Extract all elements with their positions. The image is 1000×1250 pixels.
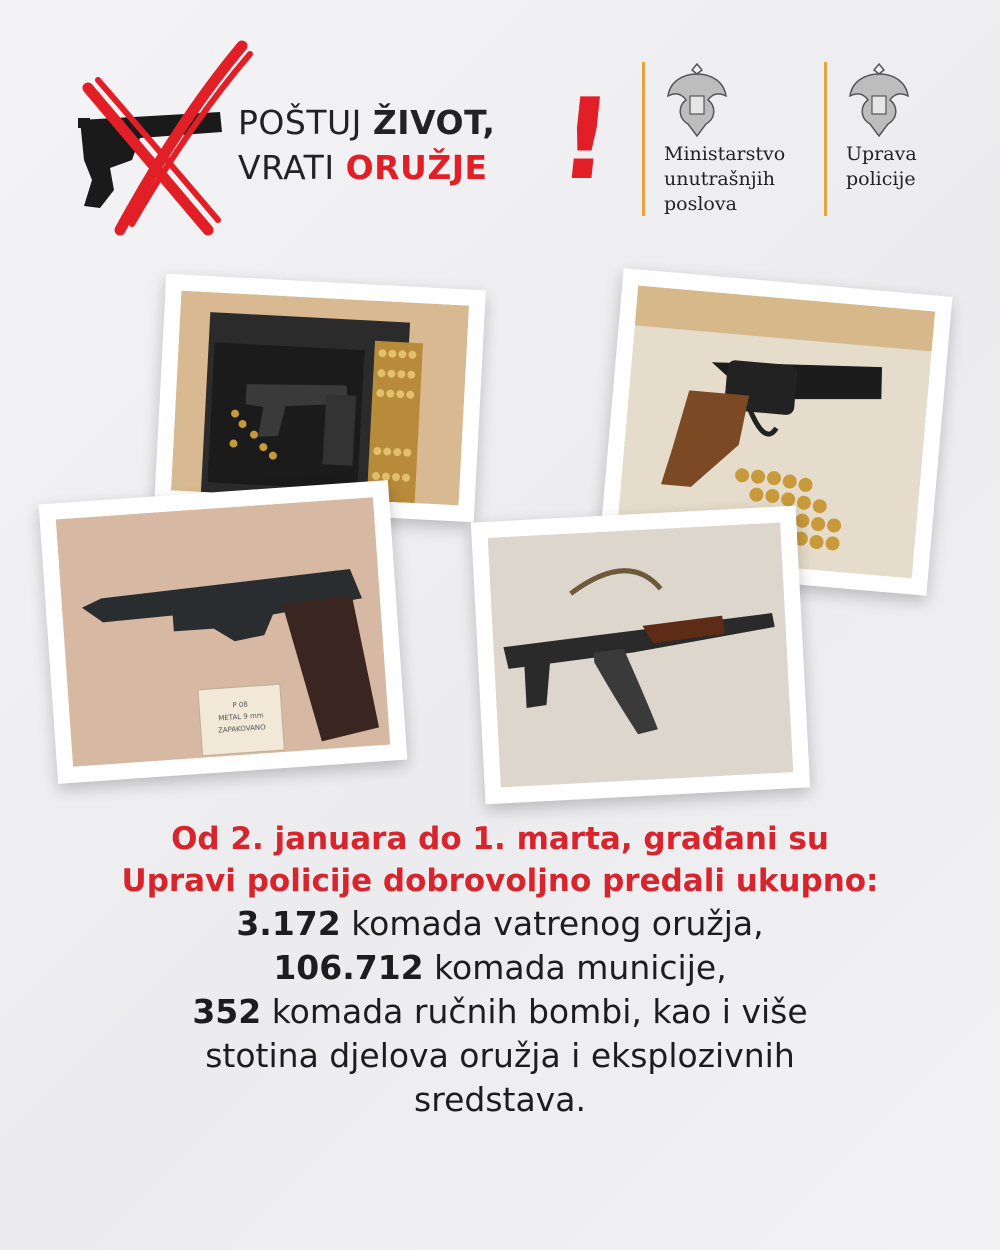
- stat-value: 352: [192, 992, 262, 1031]
- slogan-line1-bold: ŽIVOT,: [372, 103, 496, 142]
- institution-name: Ministarstvo unutrašnjih poslova: [664, 143, 786, 215]
- institution-divider: [824, 62, 827, 216]
- headline-line2: Upravi policije dobrovoljno predali ukupno:: [121, 863, 879, 899]
- stat-text: komada vatrenog oružja,: [340, 904, 764, 943]
- photo-pistol-ammo-box: [39, 480, 408, 784]
- rifle-image: [488, 523, 794, 788]
- institution-name: Uprava policije: [846, 143, 917, 190]
- photo-assault-rifle: [471, 506, 810, 805]
- slogan-line2-bold: ORUŽJE: [345, 148, 488, 187]
- campaign-logo: [70, 40, 618, 240]
- ammo-box-label: METAL 9 mm: [218, 711, 264, 723]
- headline-line1: Od 2. januara do 1. marta, građani su: [171, 821, 829, 857]
- stat-ammunition: [0, 946, 1000, 990]
- summary-text: [0, 818, 1000, 1122]
- slogan-line1-plain: POŠTUJ: [238, 103, 362, 142]
- pistol-image: [56, 497, 391, 767]
- pistol-case-image: [171, 291, 469, 506]
- stat-value: 106.712: [273, 948, 424, 987]
- stat-grenades: [0, 990, 1000, 1034]
- crossed-pistol-icon: [70, 40, 260, 240]
- stat-text: komada municije,: [423, 948, 727, 987]
- stat-firearms: [0, 902, 1000, 946]
- exclamation-mark: !: [553, 75, 618, 205]
- montenegro-coat-of-arms-icon: [664, 62, 730, 138]
- montenegro-coat-of-arms-icon: [846, 62, 912, 138]
- stat-value: 3.172: [236, 904, 341, 943]
- tail-line2: sredstava.: [414, 1080, 586, 1119]
- institution-divider: [642, 62, 645, 216]
- slogan-line2-plain: VRATI: [238, 148, 335, 187]
- ammo-box-label: P 08: [232, 700, 249, 710]
- campaign-slogan: [238, 100, 495, 190]
- tail-line1: stotina djelova oružja i eksplozivnih: [205, 1036, 795, 1075]
- stat-text: komada ručnih bombi, kao i više: [261, 992, 808, 1031]
- ammo-box-label: ZAPAKOVANO: [217, 723, 266, 735]
